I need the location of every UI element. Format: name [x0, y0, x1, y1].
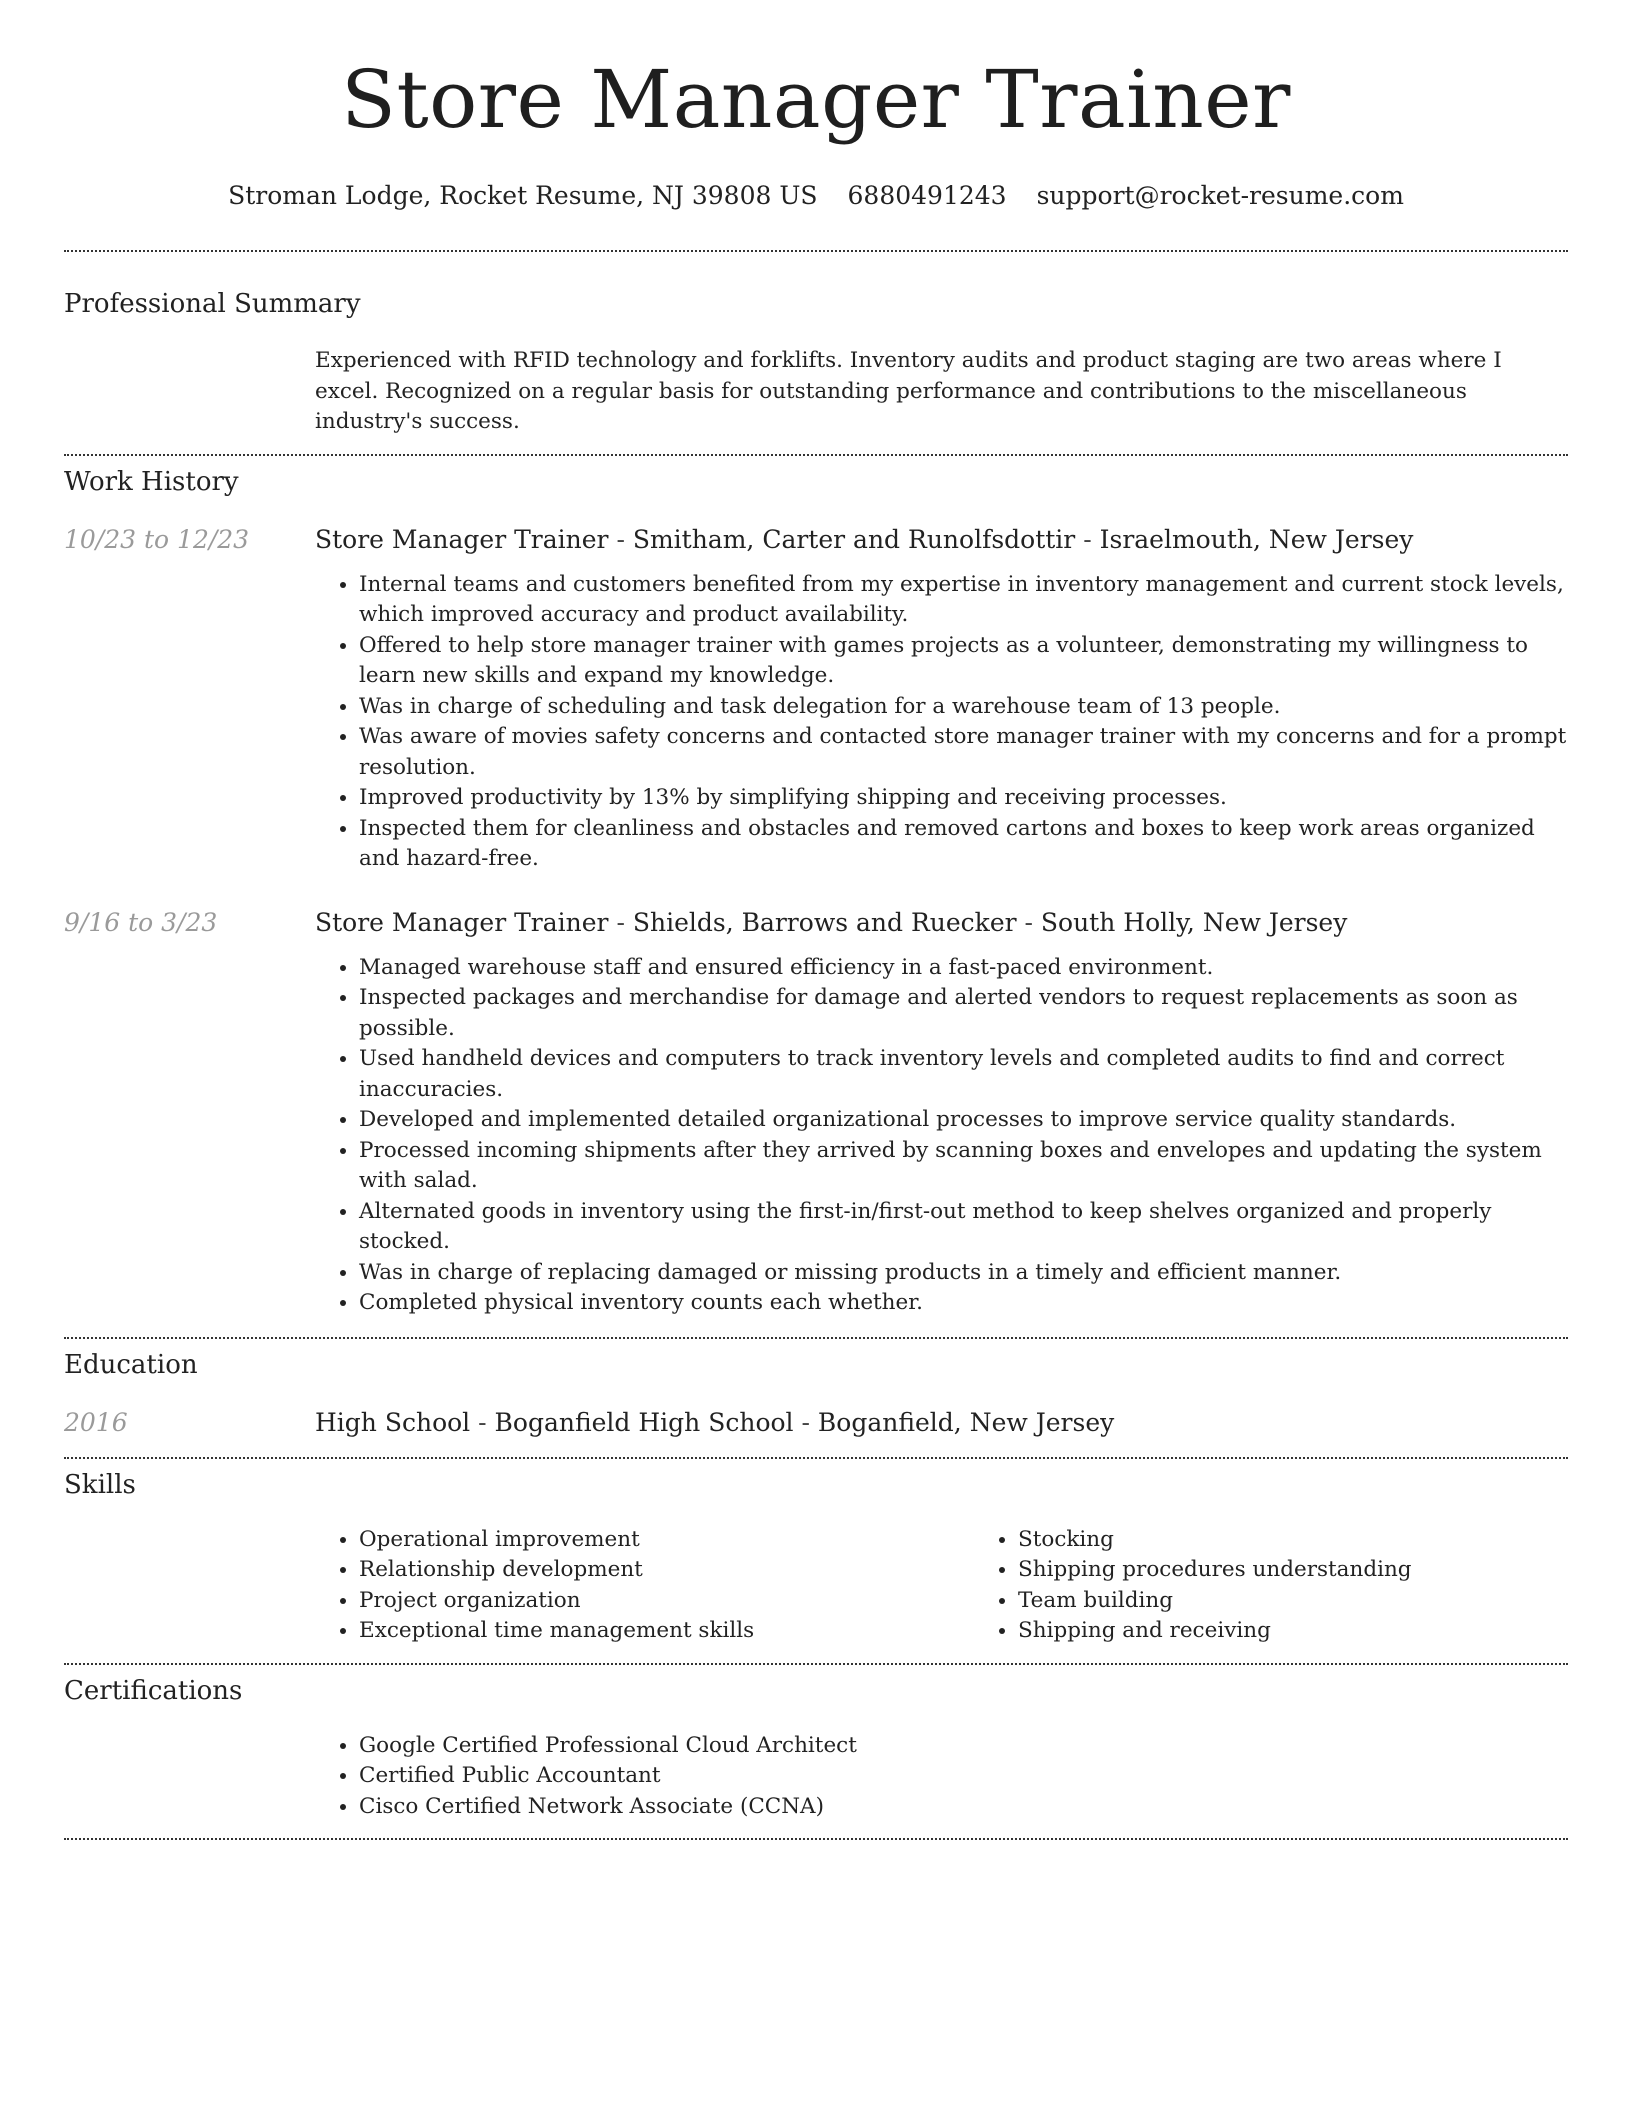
job-bullet: • Inspected them for cleanliness and obstacles and removed cartons and boxes to keep work areas organized and hazard-free. — [359, 814, 1568, 875]
summary-heading: Professional Summary — [64, 289, 361, 319]
skills-left-spacer — [64, 1525, 315, 1647]
education-school: Boganfield High School — [494, 1407, 794, 1437]
contact-address: Stroman Lodge, Rocket Resume, NJ 39808 US — [228, 181, 818, 210]
certification-item: • Google Certified Professional Cloud Architect — [359, 1731, 1568, 1762]
job-bullets — [315, 953, 1568, 1319]
skill-item: • Team building — [1018, 1586, 1412, 1617]
education-section — [64, 1339, 1568, 1439]
skills-list-left — [315, 1525, 974, 1647]
work-history-heading: Work History — [64, 466, 239, 497]
job-title: Store Manager Trainer — [315, 907, 609, 937]
education-year: 2016 — [64, 1407, 128, 1437]
skills-heading: Skills — [64, 1469, 136, 1500]
job-bullet: • Improved productivity by 13% by simplifying shipping and receiving processes. — [359, 783, 1568, 814]
job-bullet: • Alternated goods in inventory using the first-in/first-out method to keep shelves organized and properly stocked. — [359, 1197, 1568, 1258]
job-bullet: • Processed incoming shipments after they arrived by scanning boxes and envelopes and updating the system with salad. — [359, 1136, 1568, 1197]
section-divider — [64, 1838, 1568, 1840]
job-bullet: • Offered to help store manager trainer with games projects as a volunteer, demonstrating my willingness to learn new skills and expand my knowledge. — [359, 631, 1568, 692]
skills-section — [64, 1459, 1568, 1647]
education-separator: - — [793, 1407, 818, 1437]
job-location: South Holly, New Jersey — [1040, 907, 1348, 937]
job-bullet: • Managed warehouse staff and ensured efficiency in a fast-paced environment. — [359, 953, 1568, 984]
job-entry — [64, 524, 1568, 875]
skill-item: • Operational improvement — [359, 1525, 974, 1556]
skill-item: • Stocking — [1018, 1525, 1412, 1556]
job-bullet: • Was aware of movies safety concerns and contacted store manager trainer with my concerns and for a prompt resolution. — [359, 722, 1568, 783]
education-heading: Education — [64, 1349, 198, 1380]
job-title: Store Manager Trainer — [315, 524, 609, 554]
job-dates: 9/16 to 3/23 — [64, 907, 218, 937]
job-bullet: • Completed physical inventory counts each whether. — [359, 1288, 1568, 1319]
work-history-section — [64, 456, 1568, 1319]
skill-item: • Exceptional time management skills — [359, 1616, 974, 1647]
skill-item: • Shipping procedures understanding — [1018, 1555, 1412, 1586]
education-separator: - — [470, 1407, 495, 1437]
job-bullets — [315, 570, 1568, 875]
certifications-list — [315, 1731, 1568, 1823]
certification-item: • Certified Public Accountant — [359, 1761, 1568, 1792]
job-bullet: • Internal teams and customers benefited from my expertise in inventory management and current stock levels, which improved accuracy and product availability. — [359, 570, 1568, 631]
skill-item: • Relationship development — [359, 1555, 974, 1586]
summary-left-spacer — [64, 346, 315, 438]
job-entry — [64, 907, 1568, 1319]
job-separator: - — [608, 524, 633, 554]
contact-line — [64, 180, 1568, 212]
certifications-heading: Certifications — [64, 1675, 243, 1706]
job-company: Smitham, Carter and Runolfsdottir — [632, 524, 1076, 554]
job-separator: - — [1016, 907, 1041, 937]
summary-text: Experienced with RFID technology and forklifts. Inventory audits and product staging are two areas where I excel. Recognized on a regular basis for outstanding performance and contributions to the miscellaneous industry's success. — [315, 348, 1502, 434]
education-degree: High School — [315, 1407, 471, 1437]
certification-item: • Cisco Certified Network Associate (CCNA) — [359, 1792, 1568, 1823]
job-separator: - — [1075, 524, 1100, 554]
job-bullet: • Inspected packages and merchandise for damage and alerted vendors to request replacements as soon as possible. — [359, 983, 1568, 1044]
contact-phone: 6880491243 — [847, 181, 1007, 210]
job-heading — [315, 907, 1568, 939]
job-location: Israelmouth, New Jersey — [1099, 524, 1414, 554]
skills-list-right — [974, 1525, 1412, 1647]
job-separator: - — [608, 907, 633, 937]
education-heading-line — [315, 1407, 1568, 1439]
job-bullet: • Was in charge of scheduling and task delegation for a warehouse team of 13 people. — [359, 692, 1568, 723]
job-bullet: • Used handheld devices and computers to track inventory levels and completed audits to find and correct inaccuracies. — [359, 1044, 1568, 1105]
skill-item: • Shipping and receiving — [1018, 1616, 1412, 1647]
job-dates: 10/23 to 12/23 — [64, 524, 250, 554]
skill-item: • Project organization — [359, 1586, 974, 1617]
education-location: Boganfield, New Jersey — [817, 1407, 1115, 1437]
job-company: Shields, Barrows and Ruecker — [632, 907, 1017, 937]
job-bullet: • Was in charge of replacing damaged or missing products in a timely and efficient manner. — [359, 1258, 1568, 1289]
job-heading — [315, 524, 1568, 556]
job-bullet: • Developed and implemented detailed organizational processes to improve service quality standards. — [359, 1105, 1568, 1136]
education-entry — [64, 1407, 1568, 1439]
certifications-section — [64, 1665, 1568, 1823]
certifications-left-spacer — [64, 1731, 315, 1823]
contact-email: support@rocket-resume.com — [1036, 181, 1404, 210]
summary-section — [64, 252, 1568, 438]
resume-name: Store Manager Trainer — [341, 53, 1291, 146]
